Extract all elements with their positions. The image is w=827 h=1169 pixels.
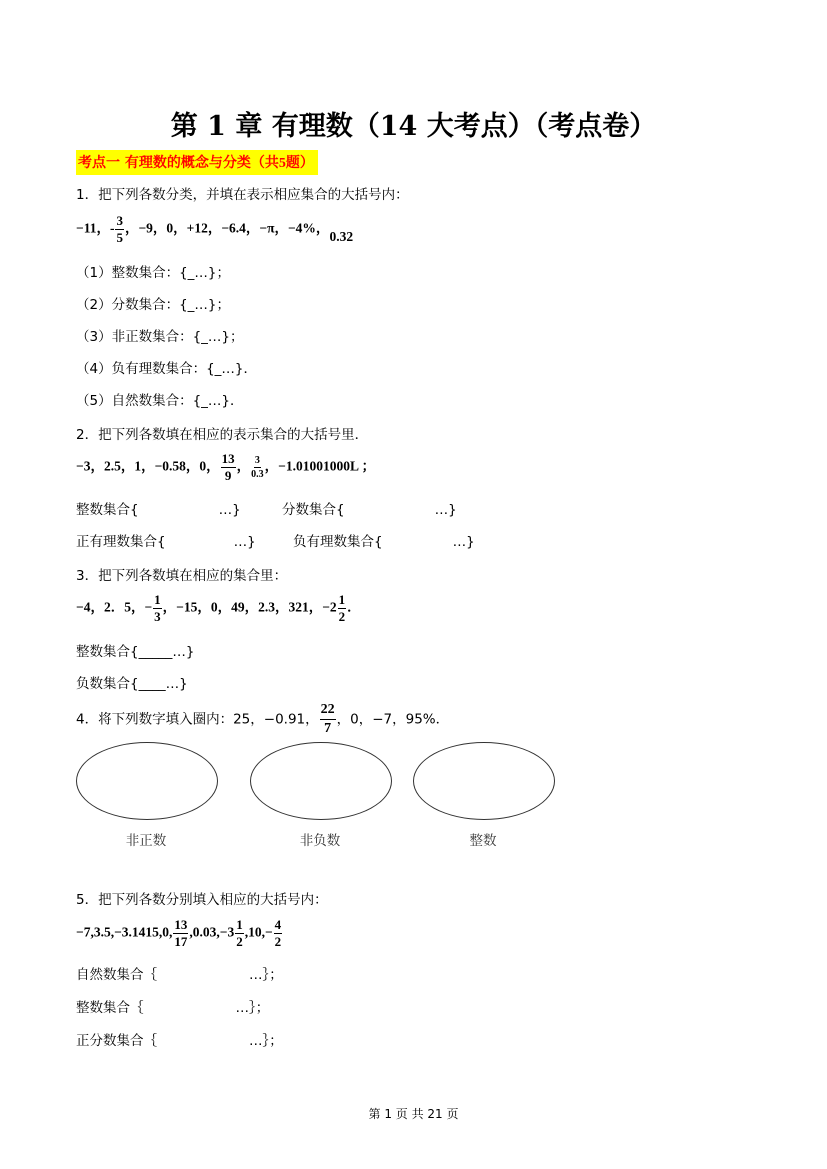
section-heading	[76, 150, 318, 175]
question-4-stem: 4．将下列数字填入圈内：25，−0.91， $\frac{22}{7}$ ，0，−7，95%．	[76, 702, 450, 736]
circle-label-nonnegative: 非负数	[299, 833, 341, 849]
section-count: 5	[278, 156, 286, 171]
q2-set-fraction: 分数集合{ …}	[282, 502, 457, 518]
fraction: $\frac{4}{2}$	[274, 917, 282, 949]
q3-set-negative: 负数集合{____…}	[76, 676, 188, 692]
q2-set-negative-rational: 负有理数集合{ …}	[293, 534, 475, 550]
circle-label-nonpositive: 非正数	[125, 833, 167, 849]
fraction: $\frac{13}{9}$	[221, 451, 235, 483]
section-end: 题）	[285, 155, 314, 171]
q1-set-natural: （5）自然数集合：{_…}．	[76, 393, 244, 409]
fraction: $\frac{1}{2}$	[338, 592, 346, 624]
q3-set-integer: 整数集合{_____…}	[76, 644, 195, 660]
fraction: $\frac{1}{3}$	[154, 592, 161, 624]
q5-set-positive-fraction: 正分数集合｛ …｝；	[76, 1033, 283, 1049]
question-3-numbers: −4，2．5，− $\frac{1}{3}$ ，−15，0，49，2.3，321，−2 $\frac{1}{2}$ ．	[76, 592, 361, 624]
question-3-stem: 3．把下列各数填在相应的集合里：	[76, 568, 288, 584]
question-5-stem: 5．把下列各数分别填入相应的大括号内：	[76, 892, 328, 908]
q2-set-integer: 整数集合{ …}	[76, 502, 241, 518]
fraction: $\frac{1}{2}$	[236, 917, 243, 949]
circle-label-integer: 整数	[469, 833, 497, 849]
section-label: 考点一 有理数的概念与分类（共	[78, 155, 279, 171]
page-title: 第 1 章 有理数（14 大考点）（考点卷）	[170, 111, 657, 142]
q5-set-integer: 整数集合｛ …｝；	[76, 1000, 270, 1016]
q1-set-integer: （1）整数集合：{_…}；	[76, 265, 231, 281]
repeating-decimal: 0.32	[329, 228, 354, 244]
q1-set-nonpositive: （3）非正数集合：{_…}；	[76, 329, 244, 345]
fraction: $\frac{22}{7}$	[320, 702, 335, 736]
circle-nonpositive[interactable]	[76, 742, 218, 820]
q5-set-natural: 自然数集合｛ …｝；	[76, 967, 283, 983]
q1-set-negative-rational: （4）负有理数集合：{_…}．	[76, 361, 258, 377]
q1-set-fraction: （2）分数集合：{_…}；	[76, 297, 231, 313]
fraction: $\frac{3}{5}$	[116, 213, 123, 245]
circle-integer[interactable]	[413, 742, 555, 820]
q2-set-positive-rational: 正有理数集合{ …}	[76, 534, 256, 550]
question-2-numbers: −3，2.5，1，−0.58，0， $\frac{13}{9}$ ， $\frac{3}{0.3}$ ，−1.01001000L ；	[76, 451, 376, 483]
question-1-stem: 1．把下列各数分类，并填在表示相应集合的大括号内：	[76, 187, 409, 203]
question-2-stem: 2．把下列各数填在相应的表示集合的大括号里．	[76, 427, 369, 443]
circle-nonnegative[interactable]	[250, 742, 392, 820]
fraction: $\frac{3}{0.3}$	[251, 455, 264, 480]
question-5-numbers: −7,3.5,−3.1415,0, $\frac{13}{17}$ ,0.03,−3 $\frac{1}{2}$ ,10,− $\frac{4}{2}$	[76, 917, 282, 949]
page-footer: 第 1 页 共 21 页	[368, 1107, 459, 1121]
fraction: $\frac{13}{17}$	[174, 917, 188, 949]
question-1-numbers: −11，- $\frac{3}{5}$ ，−9，0，+12，−6.4，−π，−4%，0.32	[76, 213, 354, 245]
